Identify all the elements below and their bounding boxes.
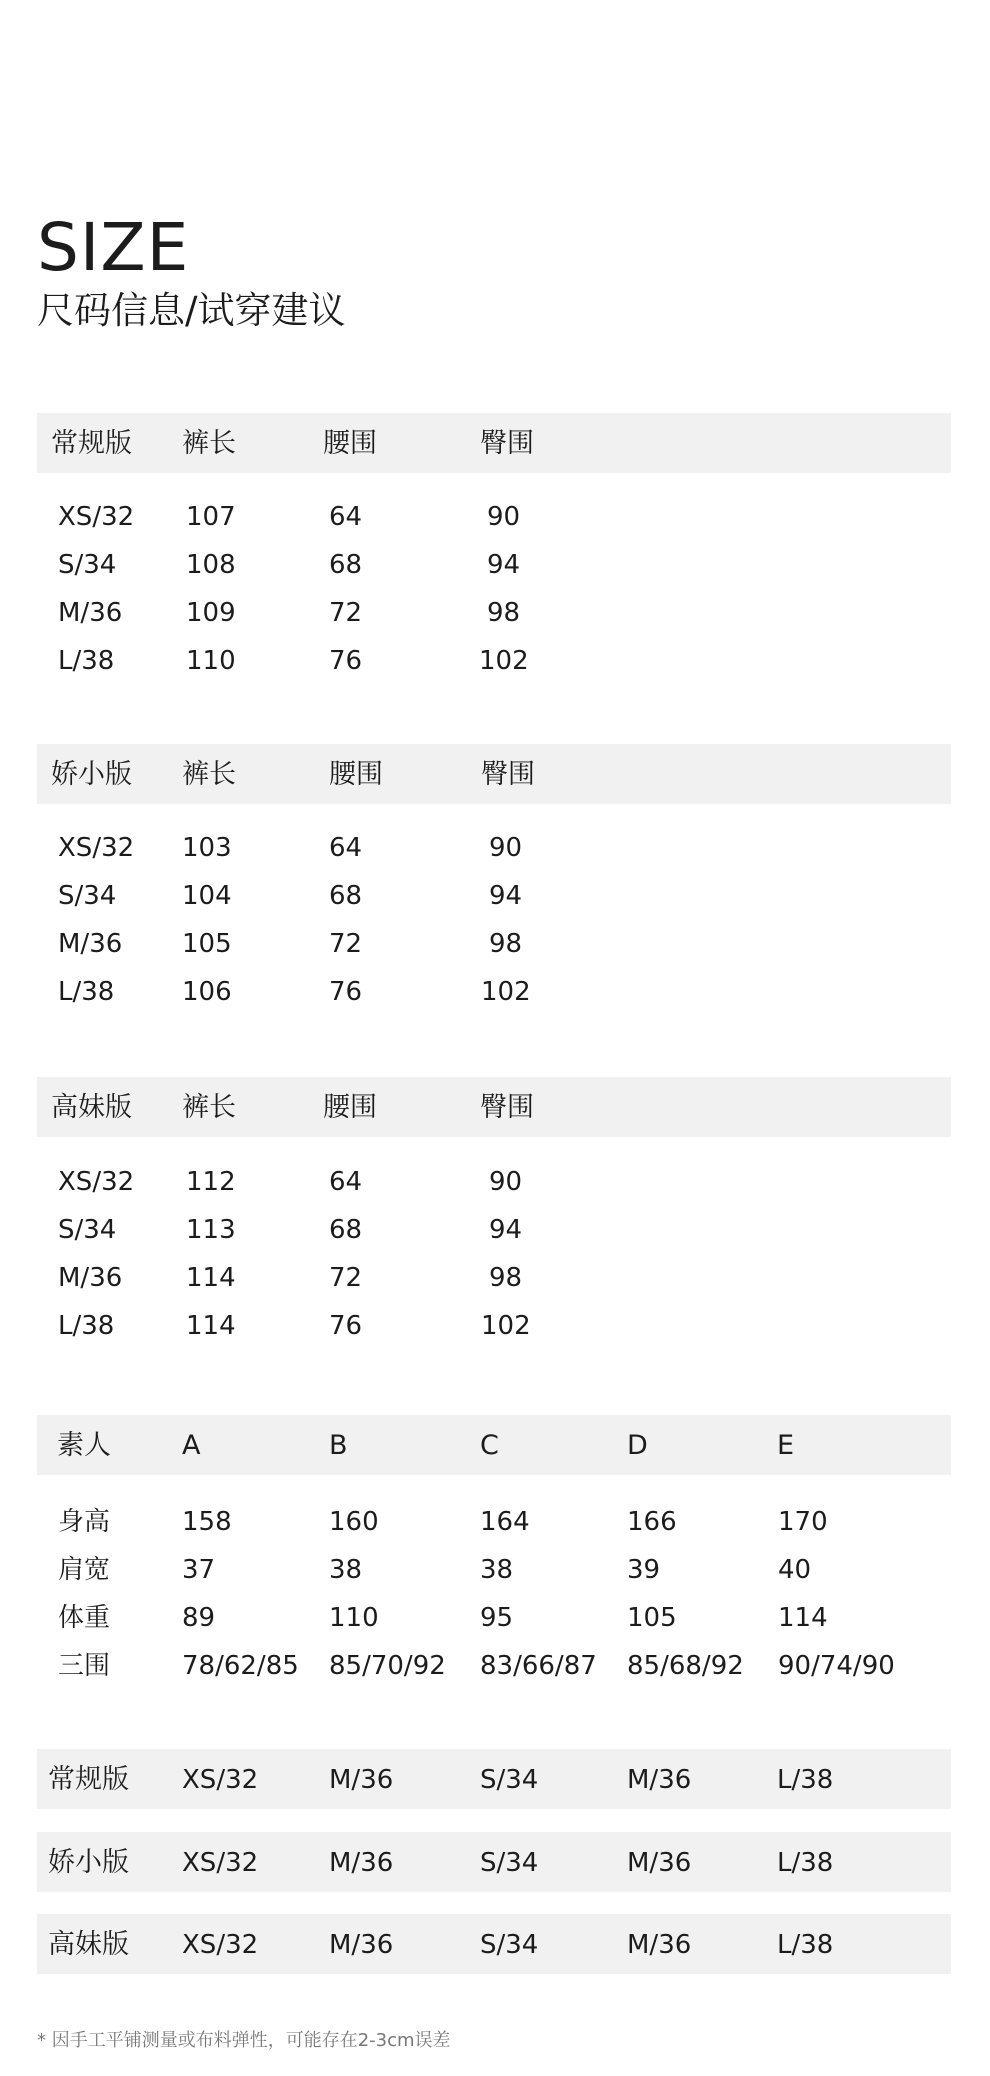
recommended-size: L/38 <box>777 1848 834 1878</box>
model-value: 78/62/85 <box>182 1651 299 1681</box>
waist-value: 76 <box>329 977 363 1007</box>
length-value: 114 <box>186 1263 236 1293</box>
size-table-header <box>37 413 951 473</box>
hip-value: 94 <box>489 881 523 911</box>
row-label: 身高 <box>58 1507 111 1537</box>
size-label: L/38 <box>58 1311 115 1341</box>
recommended-size: M/36 <box>329 1848 394 1878</box>
model-value: 85/68/92 <box>627 1651 744 1681</box>
model-value: 110 <box>329 1603 379 1633</box>
waist-value: 64 <box>329 1167 363 1197</box>
model-id: D <box>627 1430 648 1461</box>
hip-value: 94 <box>489 1215 523 1245</box>
recommendation-row-tall <box>37 1914 951 1974</box>
row-label: 体重 <box>58 1603 111 1633</box>
hip-value: 94 <box>487 550 521 580</box>
hip-value: 90 <box>489 833 523 863</box>
row-label: 肩宽 <box>58 1555 111 1585</box>
hip-value: 102 <box>481 977 531 1007</box>
size-label: S/34 <box>58 1215 117 1245</box>
model-value: 39 <box>627 1555 661 1585</box>
waist-value: 64 <box>329 833 363 863</box>
hip-value: 102 <box>481 1311 531 1341</box>
column-hip: 臀围 <box>480 428 534 459</box>
size-table-header <box>37 1077 951 1137</box>
size-label: S/34 <box>58 881 117 911</box>
fit-label: 常规版 <box>51 428 132 459</box>
size-label: M/36 <box>58 929 123 959</box>
length-value: 110 <box>186 646 236 676</box>
recommendation-row-regular <box>37 1749 951 1809</box>
hip-value: 98 <box>489 929 523 959</box>
column-hip: 臀围 <box>481 759 535 790</box>
size-label: XS/32 <box>58 1167 135 1197</box>
waist-value: 72 <box>329 929 363 959</box>
length-value: 108 <box>186 550 236 580</box>
waist-value: 64 <box>329 502 363 532</box>
fit-label: 高妹版 <box>48 1929 129 1960</box>
hip-value: 98 <box>489 1263 523 1293</box>
model-value: 85/70/92 <box>329 1651 446 1681</box>
hip-value: 90 <box>489 1167 523 1197</box>
model-value: 160 <box>329 1507 379 1537</box>
recommended-size: S/34 <box>480 1765 539 1795</box>
model-value: 95 <box>480 1603 514 1633</box>
model-value: 166 <box>627 1507 677 1537</box>
model-value: 89 <box>182 1603 216 1633</box>
waist-value: 72 <box>329 1263 363 1293</box>
recommended-size: XS/32 <box>182 1930 259 1960</box>
length-value: 103 <box>182 833 232 863</box>
length-value: 106 <box>182 977 232 1007</box>
recommended-size: S/34 <box>480 1848 539 1878</box>
length-value: 105 <box>182 929 232 959</box>
models-label: 素人 <box>57 1430 111 1461</box>
fit-label: 娇小版 <box>48 1847 129 1878</box>
column-length: 裤长 <box>182 1092 236 1123</box>
size-label: L/38 <box>58 977 115 1007</box>
page-title: SIZE <box>37 209 190 286</box>
length-value: 107 <box>186 502 236 532</box>
hip-value: 90 <box>487 502 521 532</box>
length-value: 112 <box>186 1167 236 1197</box>
recommended-size: M/36 <box>329 1765 394 1795</box>
column-waist: 腰围 <box>323 428 377 459</box>
fit-label: 高妹版 <box>51 1092 132 1123</box>
recommended-size: XS/32 <box>182 1765 259 1795</box>
size-label: M/36 <box>58 598 123 628</box>
waist-value: 68 <box>329 550 363 580</box>
column-length: 裤长 <box>182 428 236 459</box>
model-id: E <box>777 1430 795 1461</box>
size-label: L/38 <box>58 646 115 676</box>
length-value: 104 <box>182 881 232 911</box>
model-value: 37 <box>182 1555 216 1585</box>
model-value: 105 <box>627 1603 677 1633</box>
model-value: 83/66/87 <box>480 1651 597 1681</box>
fit-label: 常规版 <box>48 1764 129 1795</box>
fit-label: 娇小版 <box>51 759 132 790</box>
model-value: 170 <box>778 1507 828 1537</box>
hip-value: 98 <box>487 598 521 628</box>
waist-value: 68 <box>329 881 363 911</box>
recommended-size: M/36 <box>627 1765 692 1795</box>
length-value: 113 <box>186 1215 236 1245</box>
recommended-size: M/36 <box>627 1848 692 1878</box>
length-value: 109 <box>186 598 236 628</box>
recommended-size: M/36 <box>627 1930 692 1960</box>
column-waist: 腰围 <box>329 759 383 790</box>
hip-value: 102 <box>479 646 529 676</box>
model-value: 90/74/90 <box>778 1651 895 1681</box>
model-value: 38 <box>329 1555 363 1585</box>
length-value: 114 <box>186 1311 236 1341</box>
size-label: XS/32 <box>58 833 135 863</box>
column-hip: 臀围 <box>480 1092 534 1123</box>
model-value: 164 <box>480 1507 530 1537</box>
size-table-header <box>37 744 951 804</box>
models-table-header <box>37 1415 951 1475</box>
waist-value: 72 <box>329 598 363 628</box>
model-value: 158 <box>182 1507 232 1537</box>
size-label: M/36 <box>58 1263 123 1293</box>
column-length: 裤长 <box>182 759 236 790</box>
model-id: C <box>480 1430 499 1461</box>
measurement-footnote: * 因手工平铺测量或布料弹性，可能存在2-3cm误差 <box>37 2030 451 2051</box>
model-id: B <box>329 1430 348 1461</box>
recommended-size: S/34 <box>480 1930 539 1960</box>
size-label: XS/32 <box>58 502 135 532</box>
recommended-size: XS/32 <box>182 1848 259 1878</box>
recommended-size: M/36 <box>329 1930 394 1960</box>
row-label: 三围 <box>58 1651 111 1681</box>
recommended-size: L/38 <box>777 1930 834 1960</box>
size-label: S/34 <box>58 550 117 580</box>
model-id: A <box>182 1430 201 1461</box>
page-subtitle: 尺码信息/试穿建议 <box>37 289 346 332</box>
waist-value: 68 <box>329 1215 363 1245</box>
recommendation-row-petite <box>37 1832 951 1892</box>
column-waist: 腰围 <box>323 1092 377 1123</box>
model-value: 114 <box>778 1603 828 1633</box>
model-value: 40 <box>778 1555 812 1585</box>
waist-value: 76 <box>329 1311 363 1341</box>
model-value: 38 <box>480 1555 514 1585</box>
waist-value: 76 <box>329 646 363 676</box>
recommended-size: L/38 <box>777 1765 834 1795</box>
